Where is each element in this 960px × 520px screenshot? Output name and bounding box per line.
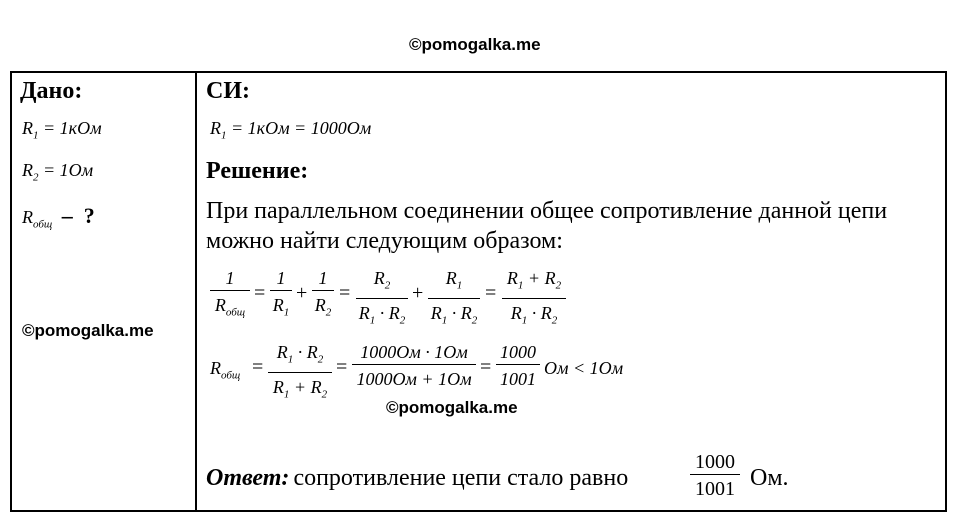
si-line: $R_1 = 1кОм = 1000Ом$ [210,118,372,142]
eq-op: = [252,356,264,378]
watermark-middle: ©pomogalka.me [386,398,518,417]
given-title: Дано: [20,78,83,104]
given-rtotal-question: $R_{общ}$ – ? [22,203,95,231]
f1-frac-1 [210,268,250,323]
f2-3-den: 1001 [500,369,536,389]
f1-6-num: $R_1 + R_2$ [506,268,562,292]
answer-unit: Ом. [750,465,789,491]
f1-3-den: $R_2$ [314,295,332,319]
f1-2-num: 1 [276,268,286,288]
solution-text: При параллельном соединении общее сопротивление данной цепи можно найти следующим образом: [206,198,888,254]
eq-op: = [339,282,351,304]
plus-op: + [296,282,308,304]
given-r2: $R_2 = 1Ом$ [22,160,94,184]
plus-op: + [412,282,424,304]
eq-op: = [336,356,348,378]
f2-1-num: $R_1 \cdot R_2$ [276,342,324,366]
f1-2-den: $R_1$ [272,295,290,319]
answer-line [206,465,628,492]
answer-label: Ответ: [206,465,290,491]
f2-lhs: $R_{общ}$ [210,358,241,382]
f2-tail: Ом < 1Ом [544,358,624,378]
answer-text: сопротивление цепи стало равно [293,465,629,491]
answer-num: 1000 [695,451,735,473]
f2-2-den: 1000Ом + 1Ом [356,369,472,389]
watermark-left: ©pomogalka.me [22,321,154,340]
f1-5-den: $R_1 \cdot R_2$ [430,302,478,327]
answer-den: 1001 [695,478,735,500]
f2-1-den: $R_1 + R_2$ [272,376,328,401]
f1-1-den: $R_{общ}$ [214,295,246,319]
answer-fraction [690,452,740,499]
eq-op: = [485,282,497,304]
f2-2-num: 1000Ом · 1Ом [360,342,468,362]
eq-op: = [480,356,492,378]
f1-6-den: $R_1 \cdot R_2$ [510,302,558,327]
column-divider [195,71,197,512]
given-r1: $R_1 = 1кОм$ [22,118,102,142]
eq-op: = [254,282,266,304]
f1-1-num: 1 [225,268,235,288]
solution-title: Решение: [206,158,309,184]
watermark-top: ©pomogalka.me [409,35,541,54]
f1-3-num: 1 [318,268,328,288]
f1-4-den: $R_1 \cdot R_2$ [358,302,406,327]
f1-4-num: $R_2$ [373,268,391,292]
si-title: СИ: [206,78,250,104]
f1-5-num: $R_1$ [445,268,463,292]
f2-3-num: 1000 [500,342,536,362]
